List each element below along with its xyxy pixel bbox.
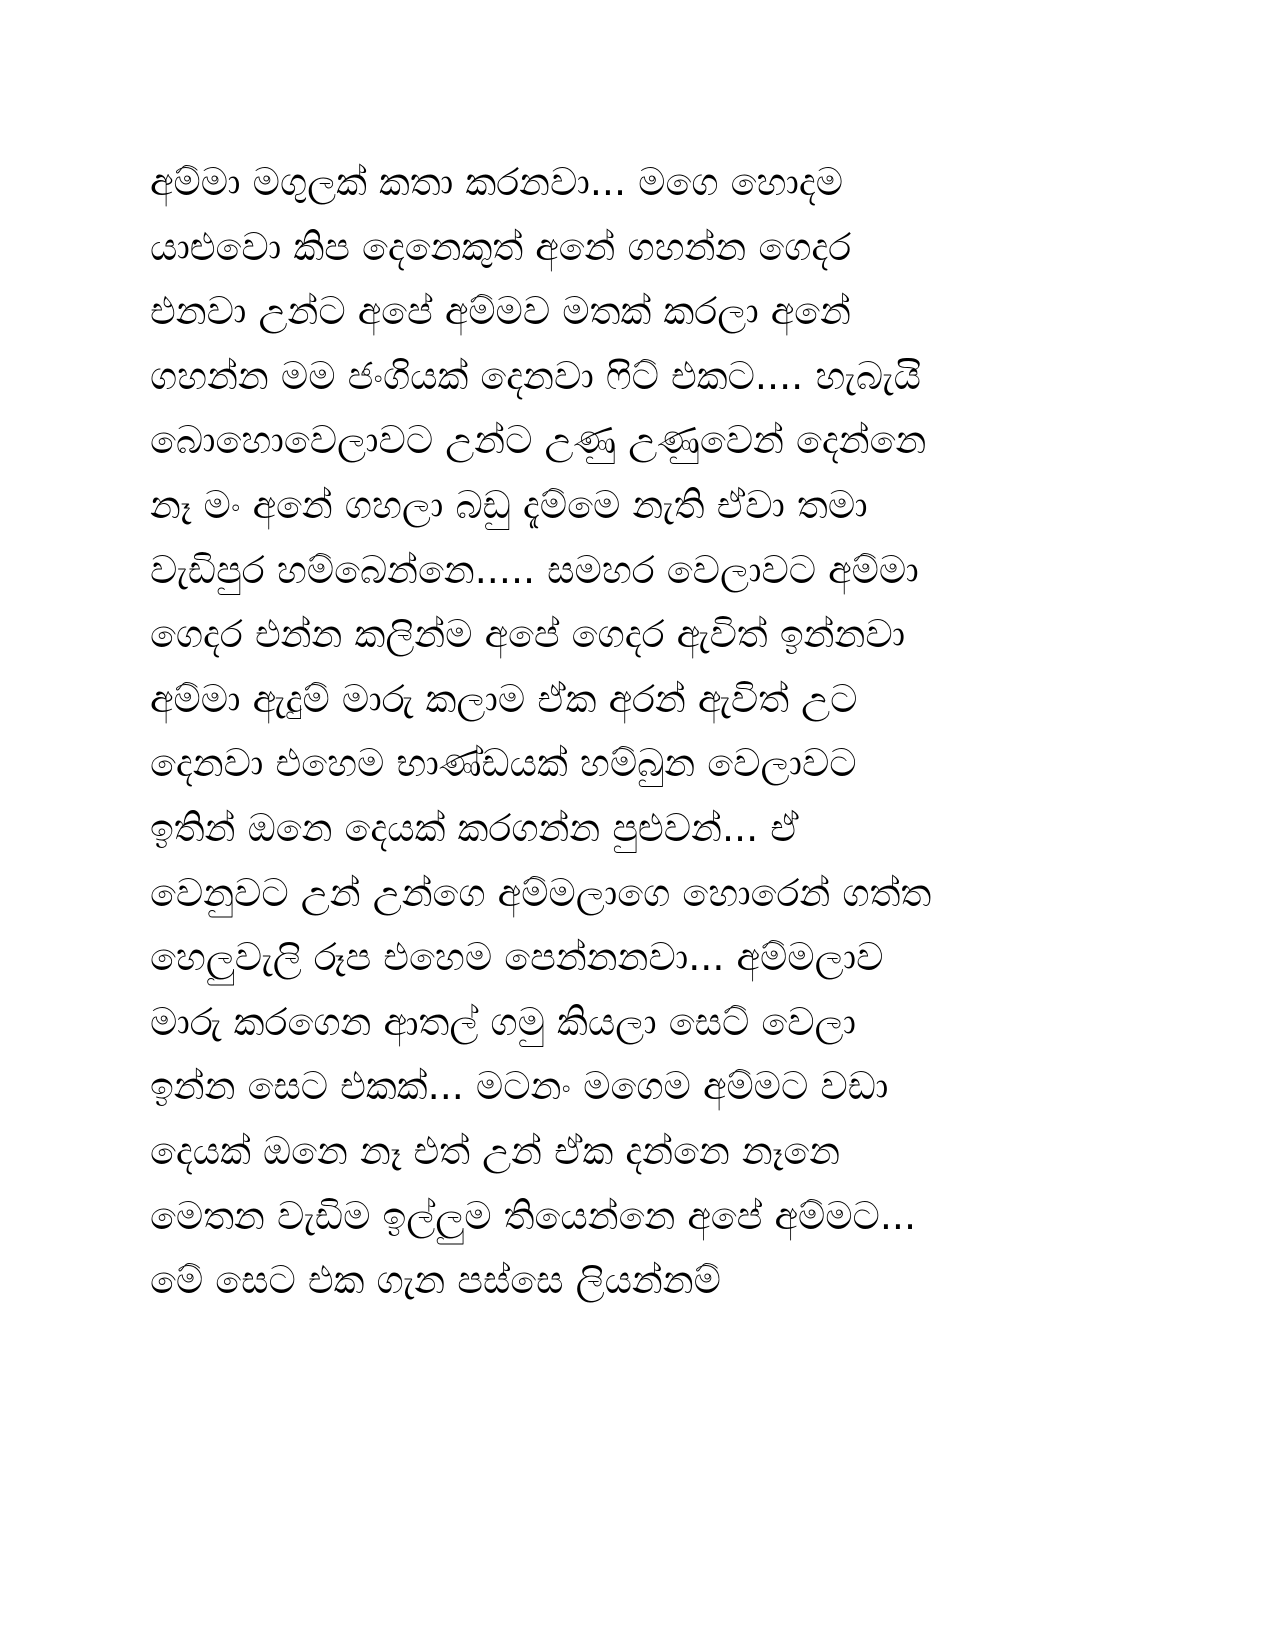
- text-line: අම්මා මගුලක් කතා කරනවා... මගෙ හොදම: [150, 160, 844, 204]
- text-line: දෙනවා එහෙම භාණ්ඩයක් හම්බුන වෙලාවට: [150, 741, 857, 786]
- text-line: අම්මා ඇදුම් මාරු කලාම ඒක අරන් ඇවිත් උට: [150, 676, 858, 721]
- text-line: යාළුවො කිප දෙනෙකුත් අනේ ගහන්න ගෙදර: [150, 224, 852, 269]
- text-line: හෙලුවැලි රූප එහෙම පෙන්නනවා... අම්මලාව: [150, 935, 884, 980]
- text-line: එනවා උන්ට අපේ අම්මව මතක් කරලා අනේ: [150, 289, 851, 334]
- text-line: නෑ මං අනේ ගහලා බඩු දැම්මෙ නැති ඒවා තමා: [150, 482, 868, 527]
- text-line: ඉන්න සෙට එකක්... මටනං මගෙම අම්මට වඩා: [150, 1064, 889, 1109]
- story-text-block: [150, 150, 1110, 1313]
- text-line: ඉතින් ඔනෙ දෙයක් කරගන්න පුළුවන්... ඒ: [150, 805, 799, 850]
- text-line: මෙතන වැඩිම ඉල්ලුම තියෙන්නෙ අපේ අම්මට...: [150, 1193, 917, 1238]
- text-line: මාරු කරගෙන ආතල් ගමු කියලා සෙට් වෙලා: [150, 999, 857, 1044]
- text-line: වෙනුවට උන් උන්ගෙ අම්මලාගෙ හොරෙන් ගත්ත: [150, 870, 932, 915]
- text-line: බොහොවෙලාවට උන්ට උණු උණුවෙන් දෙන්නෙ: [150, 418, 927, 463]
- text-line: මේ සෙට එක ගැන පස්සෙ ලියන්නම්: [150, 1258, 721, 1303]
- text-line: ගහන්න මම ජංගියක් දෙනවා ෆිට් එකට.... හැබැයි: [150, 353, 921, 398]
- text-line: දෙයක් ඔනෙ නෑ එත් උන් ඒක දන්නෙ නෑනෙ: [150, 1128, 841, 1173]
- text-line: වැඩිපුර හම්බෙන්නෙ..... සමහර වෙලාවට අම්මා: [150, 547, 919, 592]
- text-line: ගෙදර එන්න කලින්ම අපේ ගෙදර ඇවිත් ඉන්නවා: [150, 612, 906, 657]
